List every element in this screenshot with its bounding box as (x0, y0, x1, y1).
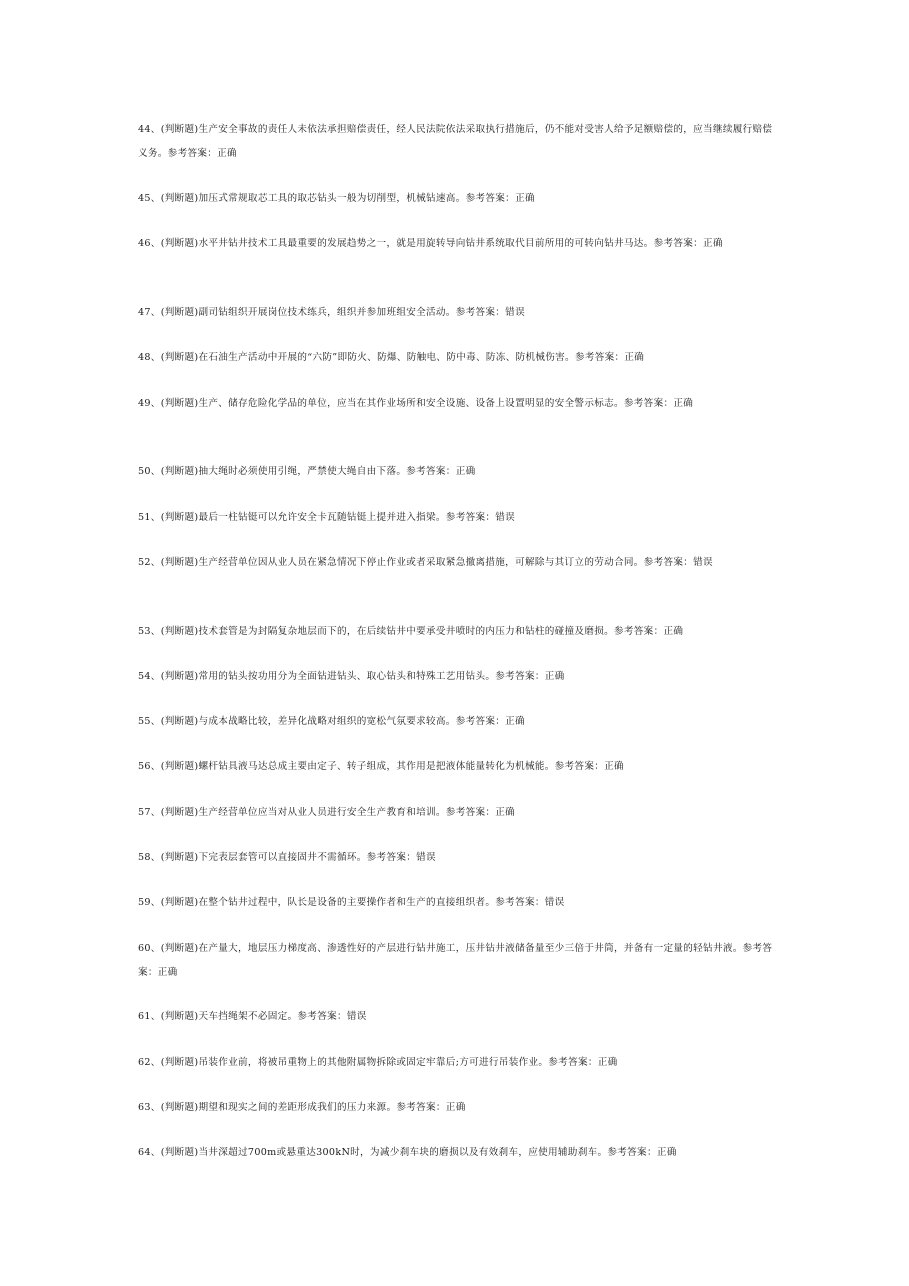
question-52 (138, 551, 778, 575)
question-58 (138, 846, 778, 870)
question-text: 45、(判断题)加压式常规取芯工具的取芯钻头一般为切削型，机械钻速高。参考答案：正确 (138, 193, 535, 204)
question-text: 54、(判断题)常用的钻头按功用分为全面钻进钻头、取心钻头和特殊工艺用钻头。参考答案：正确 (138, 671, 565, 682)
question-60 (138, 937, 778, 985)
question-55 (138, 710, 778, 734)
question-text: 56、(判断题)螺杆钻具液马达总成主要由定子、转子组成，其作用是把液体能量转化为机械能。参考答案：正确 (138, 761, 624, 772)
question-45 (138, 187, 778, 211)
question-48 (138, 346, 778, 370)
question-61 (138, 1005, 778, 1029)
question-49 (138, 392, 778, 416)
question-62 (138, 1051, 778, 1075)
question-text: 60、(判断题)在产量大，地层压力梯度高、渗透性好的产层进行钻井施工，压井钻井液储备量至少三倍于井筒，并备有一定量的轻钻井液。参考答案：正确 (138, 943, 773, 978)
question-text: 55、(判断题)与成本战略比较，差异化战略对组织的宽松气氛要求较高。参考答案：正确 (138, 716, 525, 727)
question-53 (138, 620, 778, 644)
question-text: 62、(判断题)吊装作业前，将被吊重物上的其他附属物拆除或固定牢靠后;方可进行吊装作业。参考答案：正确 (138, 1057, 618, 1068)
question-text: 57、(判断题)生产经营单位应当对从业人员进行安全生产教育和培训。参考答案：正确 (138, 807, 516, 818)
question-text: 64、(判断题)当井深超过700m或悬重达300kN时，为减少刹车块的磨损以及有效刹车，应使用辅助刹车。参考答案：正确 (138, 1147, 677, 1158)
question-text: 47、(判断题)副司钻组织开展岗位技术练兵，组织并参加班组安全活动。参考答案：错误 (138, 307, 525, 318)
question-text: 63、(判断题)期望和现实之间的差距形成我们的压力来源。参考答案：正确 (138, 1102, 466, 1113)
question-text: 48、(判断题)在石油生产活动中开展的“六防”即防火、防爆、防触电、防中毒、防冻、防机械伤害。参考答案：正确 (138, 352, 645, 363)
question-64 (138, 1141, 778, 1165)
question-63 (138, 1096, 778, 1120)
question-text: 52、(判断题)生产经营单位因从业人员在紧急情况下停止作业或者采取紧急撤离措施，可解除与其订立的劳动合同。参考答案：错误 (138, 557, 713, 568)
question-50 (138, 460, 778, 484)
question-text: 61、(判断题)天车挡绳架不必固定。参考答案：错误 (138, 1011, 367, 1022)
question-text: 50、(判断题)抽大绳时必须使用引绳，严禁使大绳自由下落。参考答案：正确 (138, 466, 476, 477)
question-56 (138, 755, 778, 779)
question-text: 53、(判断题)技术套管是为封隔复杂地层而下的，在后续钻井中要承受井喷时的内压力和钻柱的碰撞及磨损。参考答案：正确 (138, 626, 684, 637)
question-47 (138, 301, 778, 325)
question-54 (138, 665, 778, 689)
question-57 (138, 801, 778, 825)
question-51 (138, 506, 778, 530)
question-59 (138, 891, 778, 915)
question-text: 59、(判断题)在整个钻井过程中，队长是设备的主要操作者和生产的直接组织者。参考答案：错误 (138, 897, 565, 908)
question-44 (138, 118, 778, 166)
question-text: 49、(判断题)生产、储存危险化学品的单位，应当在其作业场所和安全设施、设备上设置明显的安全警示标志。参考答案：正确 (138, 398, 694, 409)
question-text: 46、(判断题)水平井钻井技术工具最重要的发展趋势之一，就是用旋转导向钻井系统取代目前所用的可转向钻井马达。参考答案：正确 (138, 238, 723, 249)
question-text: 51、(判断题)最后一柱钻铤可以允许安全卡瓦随钻铤上提并进入指梁。参考答案：错误 (138, 512, 516, 523)
question-text: 58、(判断题)下完表层套管可以直接固井不需循环。参考答案：错误 (138, 852, 436, 863)
question-46 (138, 232, 778, 256)
question-text: 44、(判断题)生产安全事故的责任人未依法承担赔偿责任，经人民法院依法采取执行措施后，仍不能对受害人给予足额赔偿的，应当继续履行赔偿义务。参考答案：正确 (138, 124, 773, 159)
